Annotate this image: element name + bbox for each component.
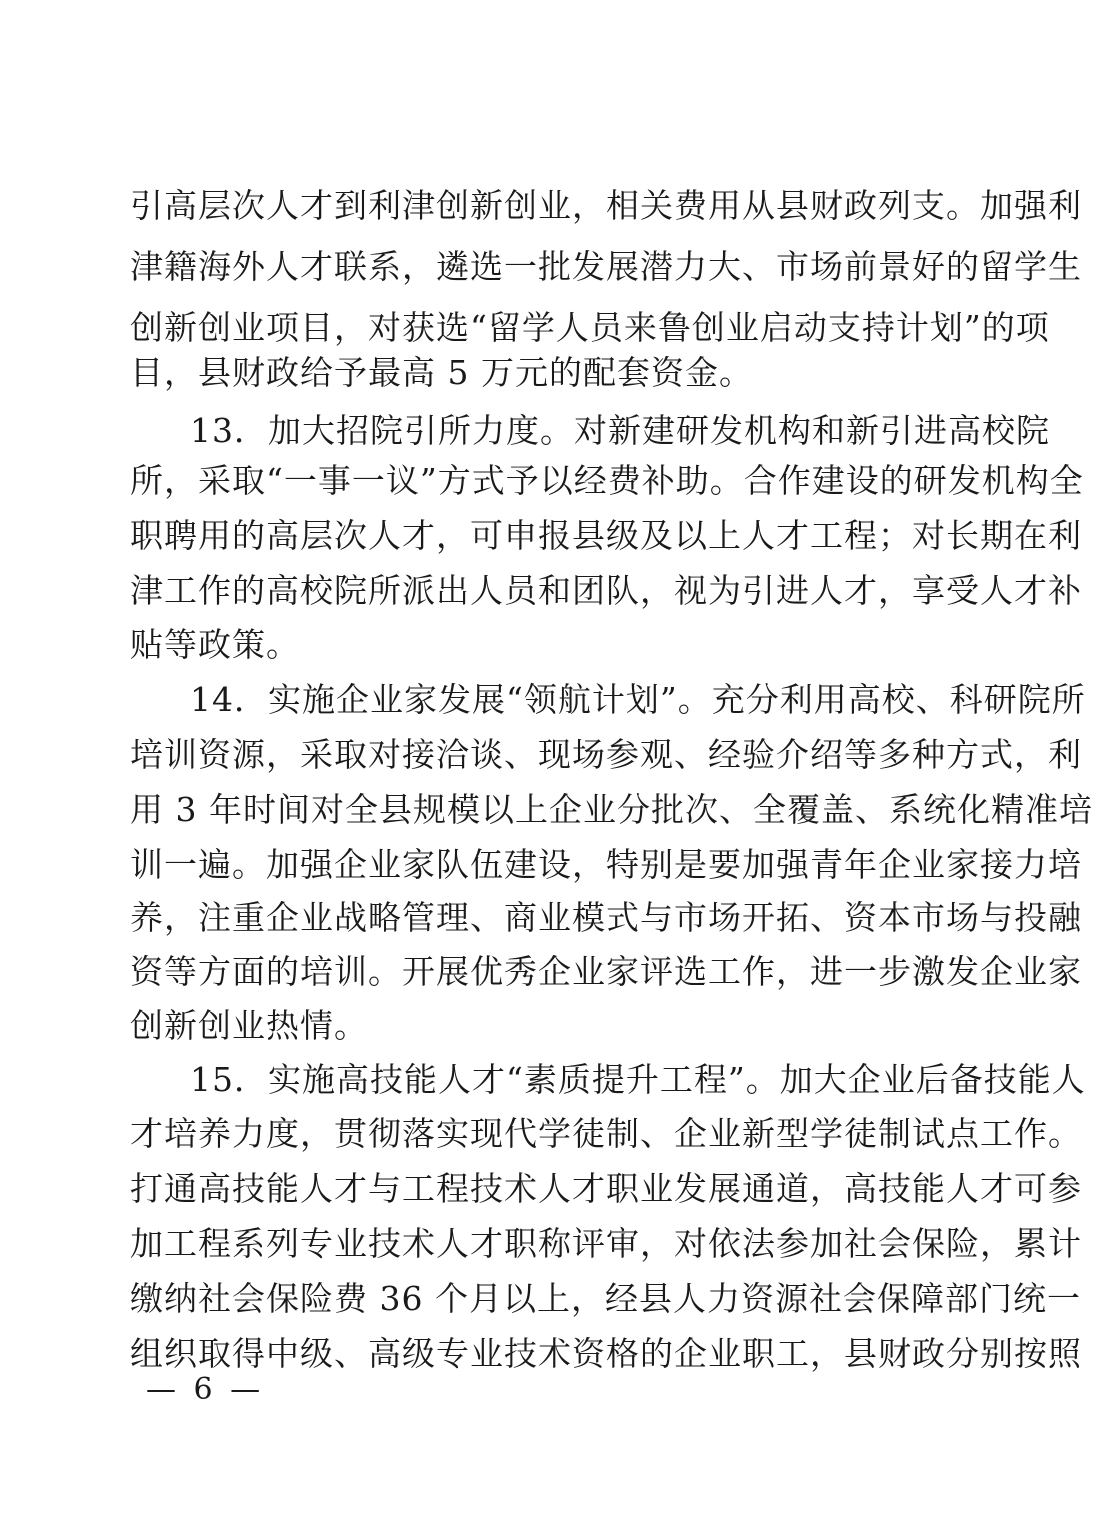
paragraph-heading-14: 14．实施企业家发展“领航计划”。充分利用高校、科研院所 [190, 680, 1086, 719]
text-line: 贴等政策。 [130, 625, 300, 664]
text-line: 打通高技能人才与工程技术人才职业发展通道，高技能人才可参 [130, 1169, 1082, 1208]
page-number: — 6 — [146, 1372, 265, 1407]
text-line: 创新创业热情。 [130, 1006, 368, 1045]
text-line: 津工作的高校院所派出人员和团队，视为引进人才，享受人才补 [130, 571, 1082, 610]
text-line: 职聘用的高层次人才，可申报县级及以上人才工程；对长期在利 [130, 516, 1082, 555]
text-line: 训一遍。加强企业家队伍建设，特别是要加强青年企业家接力培 [130, 845, 1082, 884]
text-line: 组织取得中级、高级专业技术资格的企业职工，县财政分别按照 [130, 1334, 1082, 1373]
text-line: 所，采取“一事一议”方式予以经费补助。合作建设的研发机构全 [130, 461, 1084, 500]
paragraph-heading-15: 15．实施高技能人才“素质提升工程”。加大企业后备技能人 [190, 1060, 1086, 1099]
text-line: 培训资源，采取对接洽谈、现场参观、经验介绍等多种方式，利 [130, 735, 1082, 774]
text-line: 用 3 年时间对全县规模以上企业分批次、全覆盖、系统化精准培 [130, 790, 1093, 829]
text-line: 资等方面的培训。开展优秀企业家评选工作，进一步激发企业家 [130, 952, 1082, 991]
paragraph-heading-13: 13．加大招院引所力度。对新建研发机构和新引进高校院 [190, 411, 1050, 450]
text-line: 津籍海外人才联系，遴选一批发展潜力大、市场前景好的留学生 [130, 247, 1082, 286]
text-line: 加工程系列专业技术人才职称评审，对依法参加社会保险，累计 [130, 1224, 1082, 1263]
text-line: 养，注重企业战略管理、商业模式与市场开拓、资本市场与投融 [130, 898, 1082, 937]
text-line: 才培养力度，贯彻落实现代学徒制、企业新型学徒制试点工作。 [130, 1114, 1082, 1153]
text-line: 引高层次人才到利津创新创业，相关费用从县财政列支。加强利 [130, 186, 1082, 225]
text-line: 目，县财政给予最高 5 万元的配套资金。 [130, 353, 753, 392]
text-line: 缴纳社会保险费 36 个月以上，经县人力资源社会保障部门统一 [130, 1279, 1081, 1318]
text-line: 创新创业项目，对获选“留学人员来鲁创业启动支持计划”的项 [130, 308, 1050, 347]
